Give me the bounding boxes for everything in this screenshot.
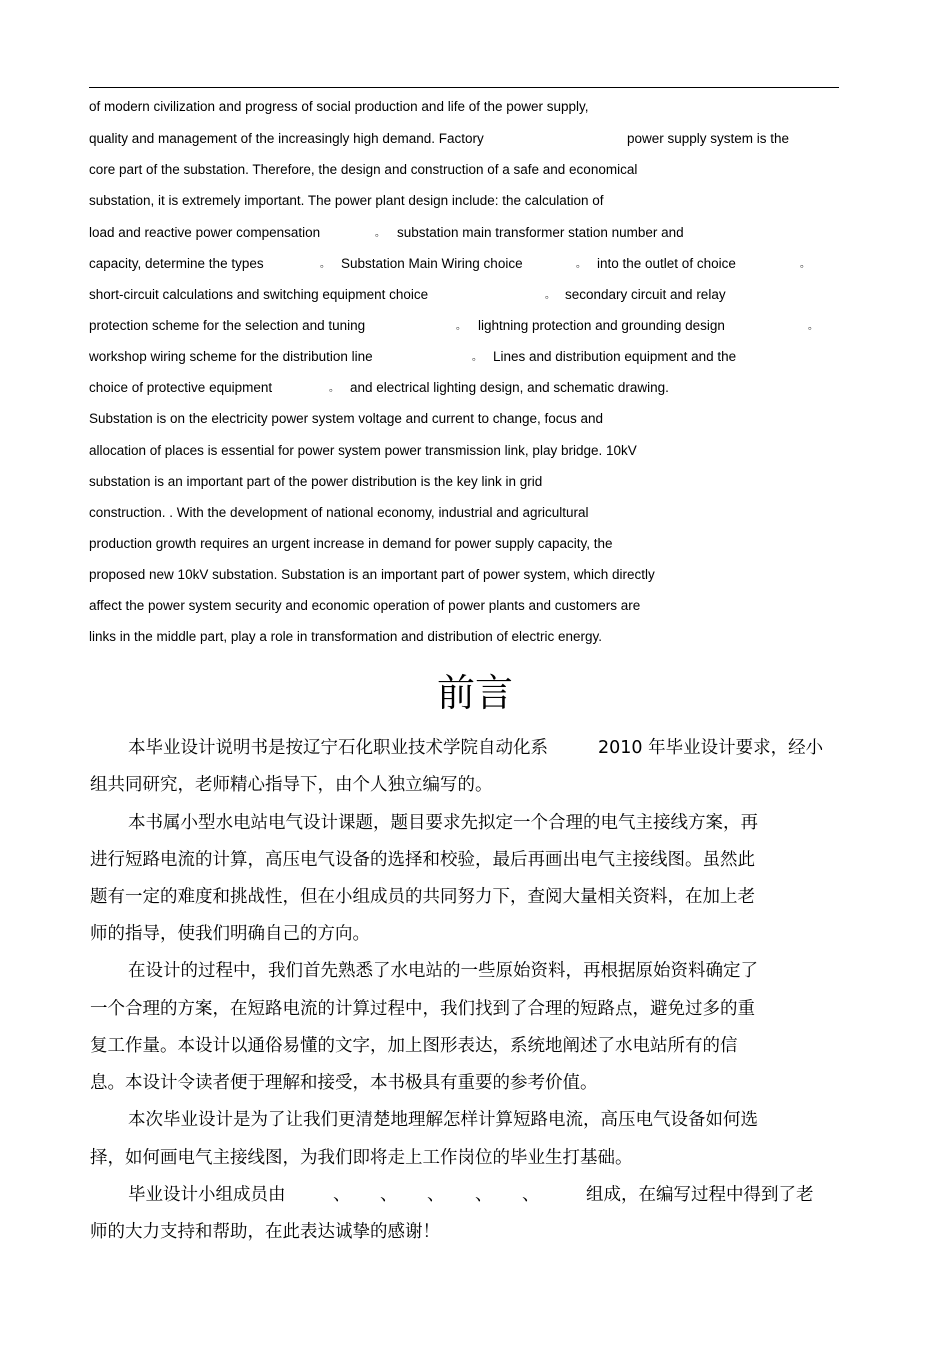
preface-line: 题有一定的难度和挑战性，但在小组成员的共同努力下，查阅大量相关资料，在加上老: [90, 887, 755, 907]
preface-line: 师的大力支持和帮助，在此表达诚挚的感谢！: [90, 1222, 440, 1242]
abstract-separator: 。: [456, 321, 466, 332]
preface-line: 本次毕业设计是为了让我们更清楚地理解怎样计算短路电流，高压电气设备如何选: [128, 1110, 758, 1130]
abstract-line: substation, it is extremely important. The power plant design include: the calculation of: [89, 193, 604, 208]
preface-line: 择，如何画电气主接线图，为我们即将走上工作岗位的毕业生打基础。: [90, 1148, 633, 1168]
abstract-line: of modern civilization and progress of social production and life of the power supply,: [89, 99, 589, 114]
abstract-separator: 。: [329, 383, 339, 394]
abstract-line-fragment: Substation Main Wiring choice: [341, 256, 523, 271]
preface-line: 一个合理的方案，在短路电流的计算过程中，我们找到了合理的短路点，避免过多的重: [90, 999, 755, 1019]
abstract-separator: 。: [808, 321, 818, 332]
abstract-line: substation is an important part of the power distribution is the key link in grid: [89, 474, 543, 489]
abstract-separator: 。: [800, 259, 810, 270]
abstract-line: choice of protective equipment: [89, 380, 273, 395]
abstract-line: protection scheme for the selection and tuning: [89, 318, 366, 333]
abstract-line-fragment: power supply system is the: [627, 131, 790, 146]
abstract-line-fragment: and electrical lighting design, and schematic drawing.: [350, 380, 669, 395]
abstract-separator: 。: [375, 228, 385, 239]
abstract-line: Substation is on the electricity power system voltage and current to change, focus and: [89, 411, 604, 426]
preface-line: 师的指导，使我们明确自己的方向。: [90, 924, 370, 944]
abstract-line-fragment: lightning protection and grounding design: [478, 318, 725, 333]
abstract-line: quality and management of the increasingly high demand. Factory: [89, 131, 484, 146]
abstract-line: allocation of places is essential for power system power transmission link, play bridge. 10kV: [89, 443, 637, 458]
abstract-line: affect the power system security and economic operation of power plants and customers are: [89, 598, 641, 613]
abstract-separator: 。: [320, 259, 330, 270]
abstract-line: short-circuit calculations and switching equipment choice: [89, 287, 429, 302]
abstract-line: workshop wiring scheme for the distribution line: [89, 349, 373, 364]
abstract-line: production growth requires an urgent increase in demand for power supply capacity, the: [89, 536, 613, 551]
abstract-line-fragment: into the outlet of choice: [597, 256, 736, 271]
abstract-line: construction. . With the development of national economy, industrial and agricultural: [89, 505, 589, 520]
preface-line: 进行短路电流的计算，高压电气设备的选择和校验，最后再画出电气主接线图。虽然此: [90, 850, 755, 870]
preface-line: 本书属小型水电站电气设计课题，题目要求先拟定一个合理的电气主接线方案，再: [128, 813, 758, 833]
abstract-line: links in the middle part, play a role in transformation and distribution of electric energy.: [89, 629, 603, 644]
preface-line: 息。本设计令读者便于理解和接受，本书极具有重要的参考价值。: [90, 1073, 598, 1093]
abstract-line: core part of the substation. Therefore, the design and construction of a safe and economical: [89, 162, 638, 177]
preface-title: 前言: [436, 671, 513, 715]
abstract-line-fragment: secondary circuit and relay: [565, 287, 726, 302]
preface-line: 组共同研究，老师精心指导下，由个人独立编写的。: [90, 775, 493, 795]
header-rule: [89, 87, 839, 88]
preface-line: 复工作量。本设计以通俗易懂的文字，加上图形表达，系统地阐述了水电站所有的信: [90, 1036, 738, 1056]
abstract-separator: 。: [472, 352, 482, 363]
abstract-line: proposed new 10kV substation. Substation is an important part of power system, which directly: [89, 567, 655, 582]
abstract-line: load and reactive power compensation: [89, 225, 321, 240]
abstract-line-fragment: Lines and distribution equipment and the: [493, 349, 737, 364]
abstract-separator: 。: [576, 259, 586, 270]
abstract-line-fragment: substation main transformer station number and: [397, 225, 684, 240]
preface-line: 在设计的过程中，我们首先熟悉了水电站的一些原始资料，再根据原始资料确定了: [128, 961, 758, 981]
abstract-separator: 。: [545, 290, 555, 301]
abstract-line: capacity, determine the types: [89, 256, 264, 271]
